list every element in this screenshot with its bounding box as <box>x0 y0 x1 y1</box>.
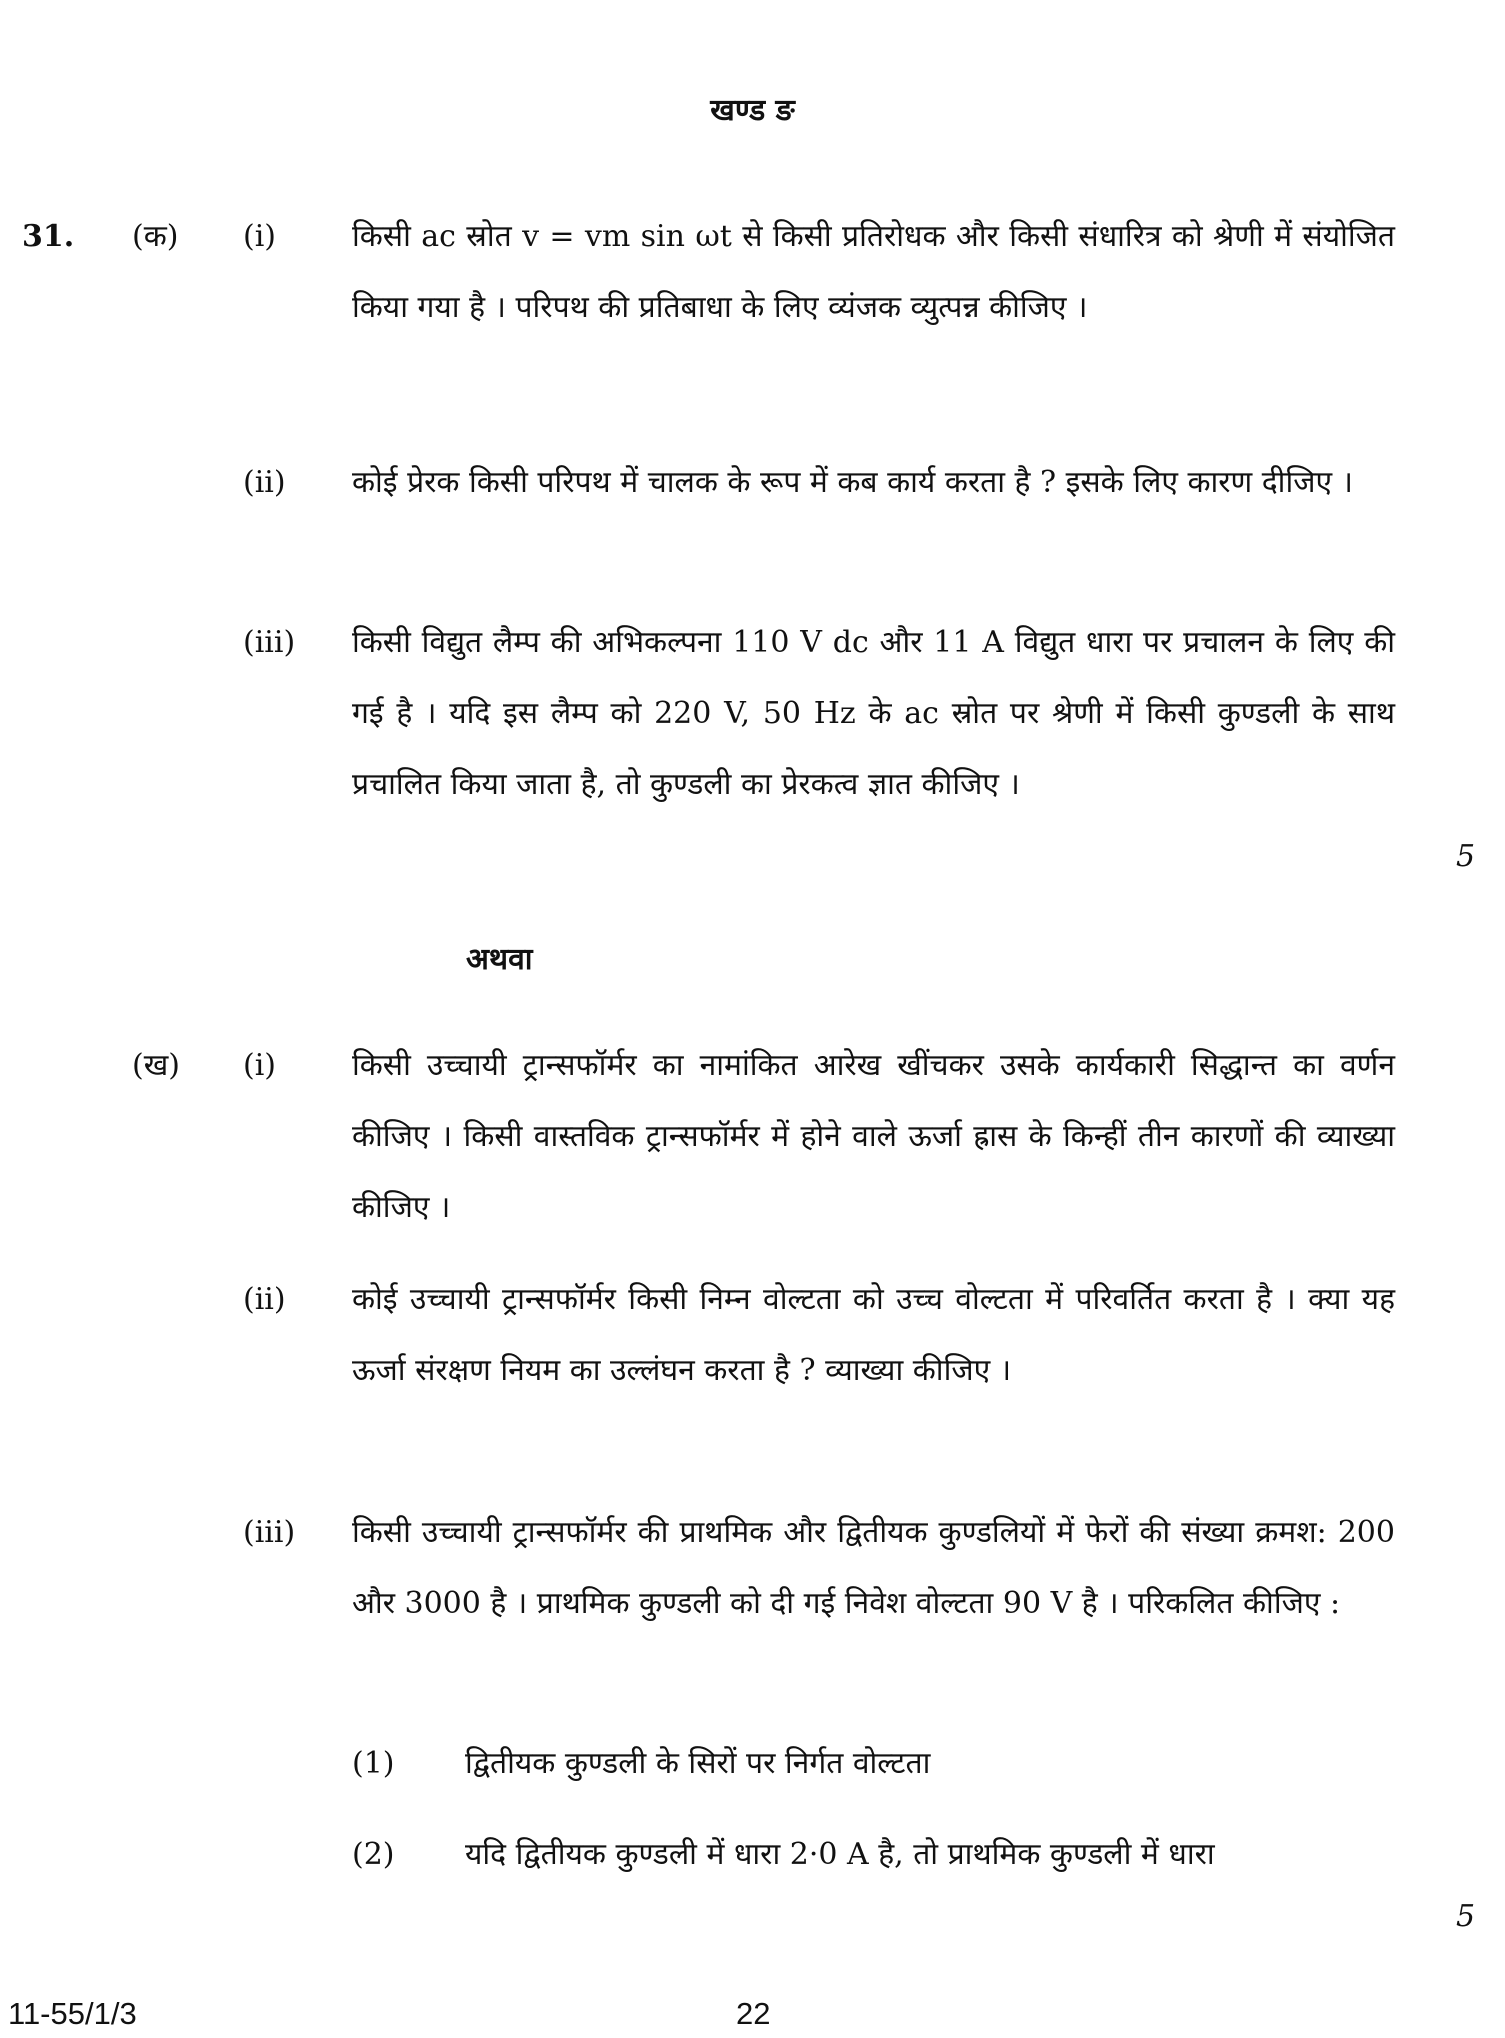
subitem-label: (2) <box>352 1837 395 1872</box>
item-label: (ii) <box>243 465 286 500</box>
section-title: खण्ड ङ <box>710 93 795 128</box>
page-number: 22 <box>736 1996 771 2031</box>
marks: 5 <box>1456 1899 1476 1934</box>
question-text: कोई प्रेरक किसी परिपथ में चालक के रूप में कब कार्य करता है ? इसके लिए कारण दीजिए । <box>352 465 1353 500</box>
question-text: किसी उच्चायी ट्रान्सफॉर्मर का नामांकित आरेख खींचकर उसके कार्यकारी सिद्धान्त का वर्णन कीजिए । किसी वास्तविक ट्रान्सफॉर्मर में होने वाले ऊर्जा ह्रास के किन्हीं तीन कारणों की व्याख्या कीजिए । <box>352 1048 1395 1225</box>
question-text: किसी ac स्रोत v = vm sin ωt से किसी प्रतिरोधक और किसी संधारित्र को श्रेणी में संयोजित किया गया है । परिपथ की प्रतिबाधा के लिए व्यंजक व्युत्पन्न कीजिए । <box>352 219 1395 325</box>
question-number: 31. <box>22 219 75 254</box>
question-text: किसी उच्चायी ट्रान्सफॉर्मर की प्राथमिक और द्वितीयक कुण्डलियों में फेरों की संख्या क्रमश: 200 और 3000 है । प्राथमिक कुण्डली को दी गई निवेश वोल्टता 90 V है । परिकलित कीजिए : <box>352 1515 1395 1621</box>
part-a-label: (क) <box>132 219 179 254</box>
subitem-text: यदि द्वितीयक कुण्डली में धारा 2·0 A है, तो प्राथमिक कुण्डली में धारा <box>465 1837 1215 1872</box>
item-label: (i) <box>243 219 277 254</box>
subitem-text: द्वितीयक कुण्डली के सिरों पर निर्गत वोल्टता <box>465 1746 931 1781</box>
or-label: अथवा <box>466 942 533 977</box>
item-label: (iii) <box>243 625 296 660</box>
question-text: किसी विद्युत लैम्प की अभिकल्पना 110 V dc और 11 A विद्युत धारा पर प्रचालन के लिए की गई है । यदि इस लैम्प को 220 V, 50 Hz के ac स्रोत पर श्रेणी में किसी कुण्डली के साथ प्रचालित किया जाता है, तो कुण्डली का प्रेरकत्व ज्ञात कीजिए । <box>352 625 1395 802</box>
paper-code: 11-55/1/3 <box>8 1996 137 2031</box>
part-b-label: (ख) <box>132 1048 180 1083</box>
subitem-label: (1) <box>352 1746 395 1781</box>
item-label: (i) <box>243 1048 277 1083</box>
item-label: (iii) <box>243 1515 296 1550</box>
question-text: कोई उच्चायी ट्रान्सफॉर्मर किसी निम्न वोल्टता को उच्च वोल्टता में परिवर्तित करता है । क्या यह ऊर्जा संरक्षण नियम का उल्लंघन करता है ? व्याख्या कीजिए । <box>352 1282 1395 1388</box>
marks: 5 <box>1456 839 1476 874</box>
item-label: (ii) <box>243 1282 286 1317</box>
